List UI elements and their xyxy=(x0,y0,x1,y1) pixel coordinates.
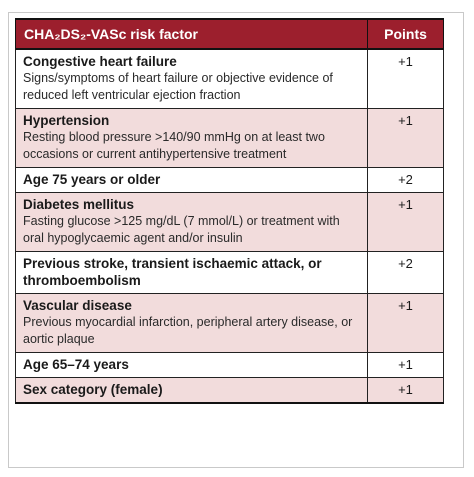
factor-cell xyxy=(16,109,368,168)
table-header-row xyxy=(16,19,444,49)
factor-description: Fasting glucose >125 mg/dL (7 mmol/L) or treatment with oral hypoglycaemic agent and/or insulin xyxy=(23,214,340,245)
points-cell: +1 xyxy=(368,193,444,252)
factor-name: Diabetes mellitus xyxy=(23,197,135,212)
table-row xyxy=(16,294,444,353)
points-cell: +1 xyxy=(368,378,444,404)
points-cell: +1 xyxy=(368,49,444,109)
factor-name: Previous stroke, transient ischaemic attack, or thromboembolism xyxy=(23,256,322,288)
factor-cell xyxy=(16,49,368,109)
factor-name: Hypertension xyxy=(23,113,110,128)
points-cell: +1 xyxy=(368,294,444,353)
factor-cell xyxy=(16,252,368,294)
table-row xyxy=(16,49,444,109)
factor-name: Sex category (female) xyxy=(23,382,163,397)
factor-name: Age 75 years or older xyxy=(23,172,161,187)
factor-cell xyxy=(16,193,368,252)
factor-name: Congestive heart failure xyxy=(23,54,177,69)
risk-score-table xyxy=(15,18,444,404)
points-cell: +1 xyxy=(368,353,444,378)
table-row xyxy=(16,168,444,193)
factor-description: Signs/symptoms of heart failure or objective evidence of reduced left ventricular ejection fraction xyxy=(23,71,333,102)
table-row xyxy=(16,109,444,168)
factor-cell xyxy=(16,353,368,378)
factor-description: Resting blood pressure >140/90 mmHg on at least two occasions or current antihypertensive treatment xyxy=(23,130,325,161)
table-row xyxy=(16,353,444,378)
factor-description: Previous myocardial infarction, peripheral artery disease, or aortic plaque xyxy=(23,315,353,346)
points-cell: +2 xyxy=(368,168,444,193)
table-row xyxy=(16,378,444,404)
table-row xyxy=(16,193,444,252)
factor-name: Vascular disease xyxy=(23,298,132,313)
factor-cell xyxy=(16,378,368,404)
factor-name: Age 65–74 years xyxy=(23,357,129,372)
factor-cell xyxy=(16,168,368,193)
header-risk-factor: CHA₂DS₂-VASc risk factor xyxy=(16,19,368,49)
factor-cell xyxy=(16,294,368,353)
header-points: Points xyxy=(368,19,444,49)
table-row xyxy=(16,252,444,294)
points-cell: +2 xyxy=(368,252,444,294)
points-cell: +1 xyxy=(368,109,444,168)
